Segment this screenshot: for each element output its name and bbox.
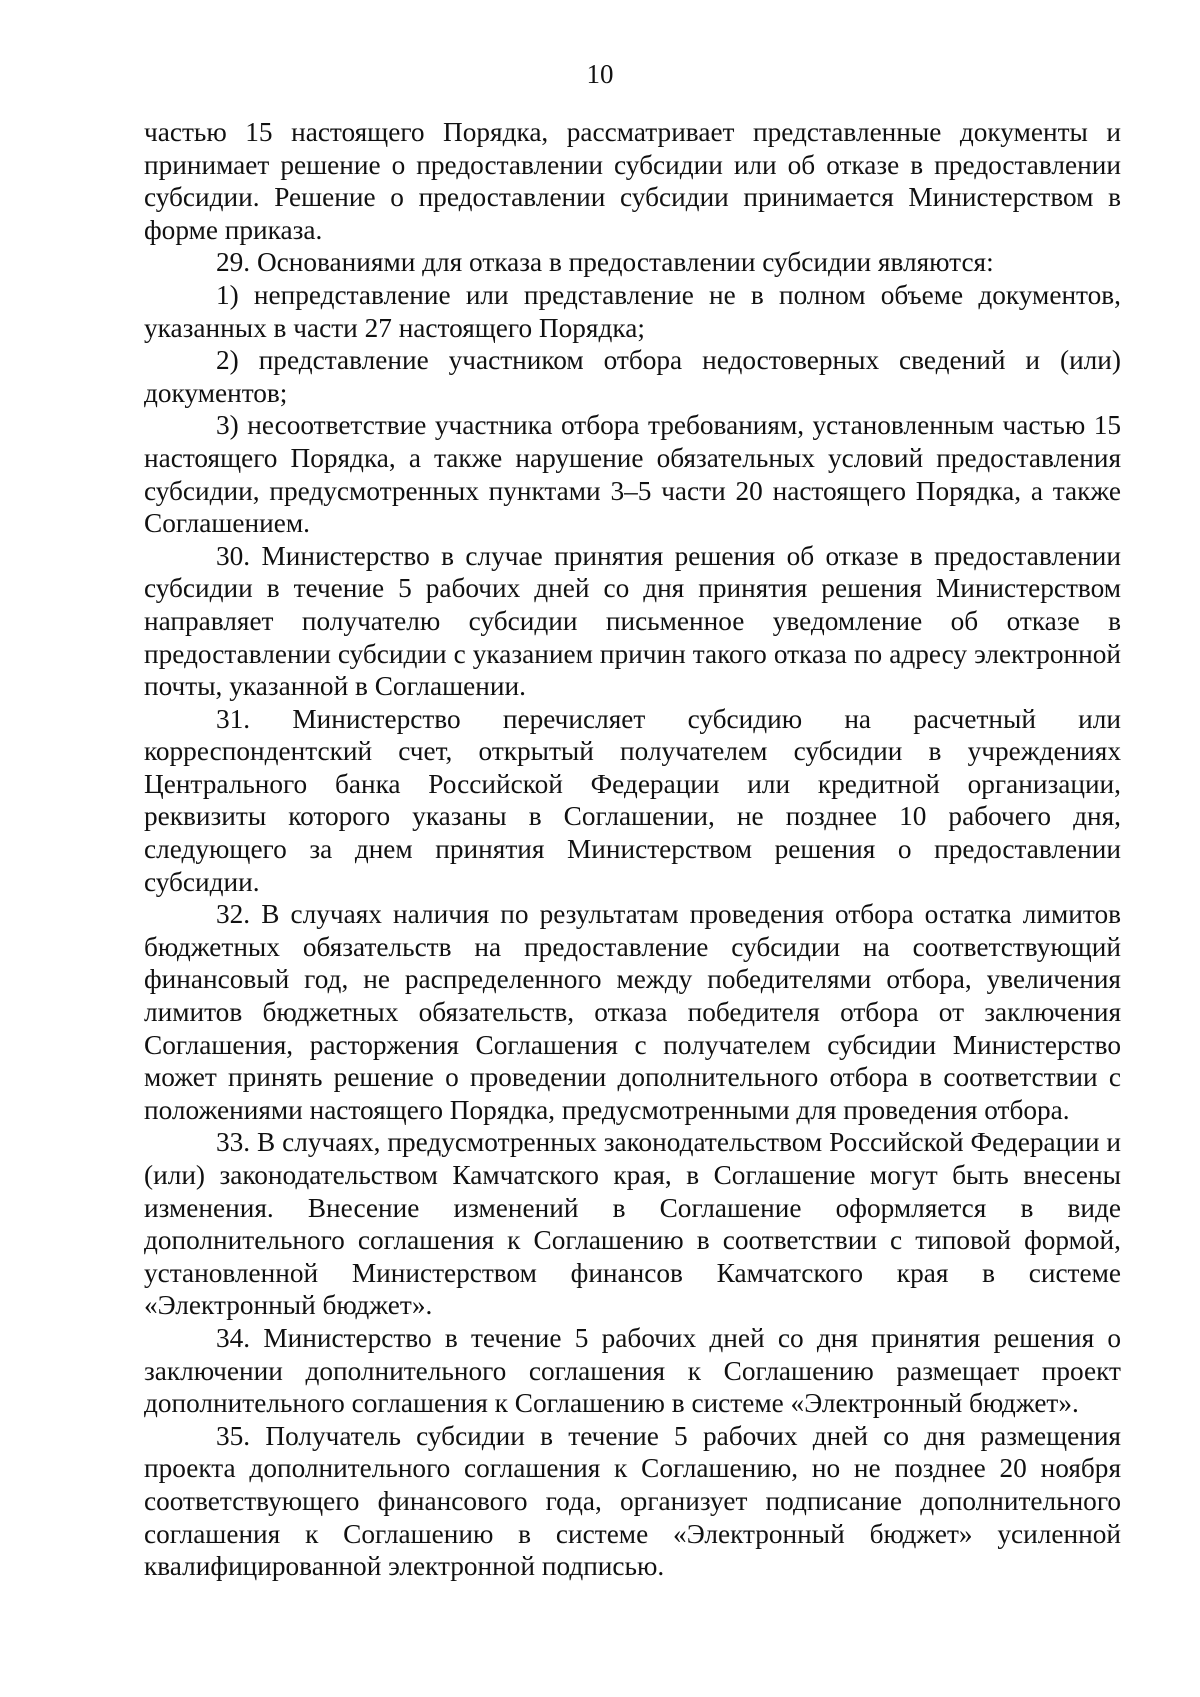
document-body (144, 116, 1121, 1583)
paragraph-34: 34. Министерство в течение 5 рабочих дней со дня принятия решения о заключении дополнительного соглашения к Соглашению размещает проект дополнительного соглашения к Соглашению в системе «Электронный бюджет». (144, 1322, 1121, 1419)
paragraph-30: 30. Министерство в случае принятия решения об отказе в предоставлении субсидии в течение 5 рабочих дней со дня принятия решения Министерством направляет получателю субсидии письменное уведомление об отказе в предоставлении субсидии с указанием причин такого отказа по адресу электронной почты, указанной в Соглашении. (144, 540, 1121, 702)
paragraph-32: 32. В случаях наличия по результатам проведения отбора остатка лимитов бюджетных обязательств на предоставление субсидии на соответствующий финансовый год, не распределенного между победителями отбора, увеличения лимитов бюджетных обязательств, отказа победителя отбора от заключения Соглашения, расторжения Соглашения с получателем субсидии Министерство может принять решение о проведении дополнительного отбора в соответствии с положениями настоящего Порядка, предусмотренными для проведения отбора. (144, 899, 1121, 1125)
paragraph-29-item-1: 1) непредставление или представление не в полном объеме документов, указанных в части 27 настоящего Порядка; (144, 279, 1121, 343)
paragraph-33: 33. В случаях, предусмотренных законодательством Российской Федерации и (или) законодательством Камчатского края, в Соглашение могут быть внесены изменения. Внесение изменений в Соглашение оформляется в виде дополнительного соглашения к Соглашению в соответствии с типовой формой, установленной Министерством финансов Камчатского края в системе «Электронный бюджет». (144, 1127, 1121, 1321)
paragraph-29: 29. Основаниями для отказа в предоставлении субсидии являются: (216, 247, 994, 278)
paragraph-31: 31. Министерство перечисляет субсидию на расчетный или корреспондентский счет, открытый получателем субсидии в учреждениях Центрального банка Российской Федерации или кредитной организации, реквизиты которого указаны в Соглашении, не позднее 10 рабочего дня, следующего за днем принятия Министерством решения о предоставлении субсидии. (144, 703, 1121, 897)
paragraph-29-item-2: 2) представление участником отбора недостоверных сведений и (или) документов; (144, 345, 1121, 408)
page-number: 10 (586, 59, 614, 89)
paragraph-35: 35. Получатель субсидии в течение 5 рабочих дней со дня размещения проекта дополнительного соглашения к Соглашению, но не позднее 20 ноября соответствующего финансового года, организует подписание дополнительного соглашения к Соглашению в системе «Электронный бюджет» усиленной квалифицированной электронной подписью. (144, 1420, 1121, 1582)
paragraph-continuation: частью 15 настоящего Порядка, рассматривает представленные документы и принимает решение о предоставлении субсидии или об отказе в предоставлении субсидии. Решение о предоставлении субсидии принимается Министерством в форме приказа. (144, 117, 1121, 245)
paragraph-29-item-3: 3) несоответствие участника отбора требованиям, установленным частью 15 настоящего Порядка, а также нарушение обязательных условий предоставления субсидии, предусмотренных пунктами 3–5 части 20 настоящего Порядка, а также Соглашением. (144, 410, 1121, 539)
